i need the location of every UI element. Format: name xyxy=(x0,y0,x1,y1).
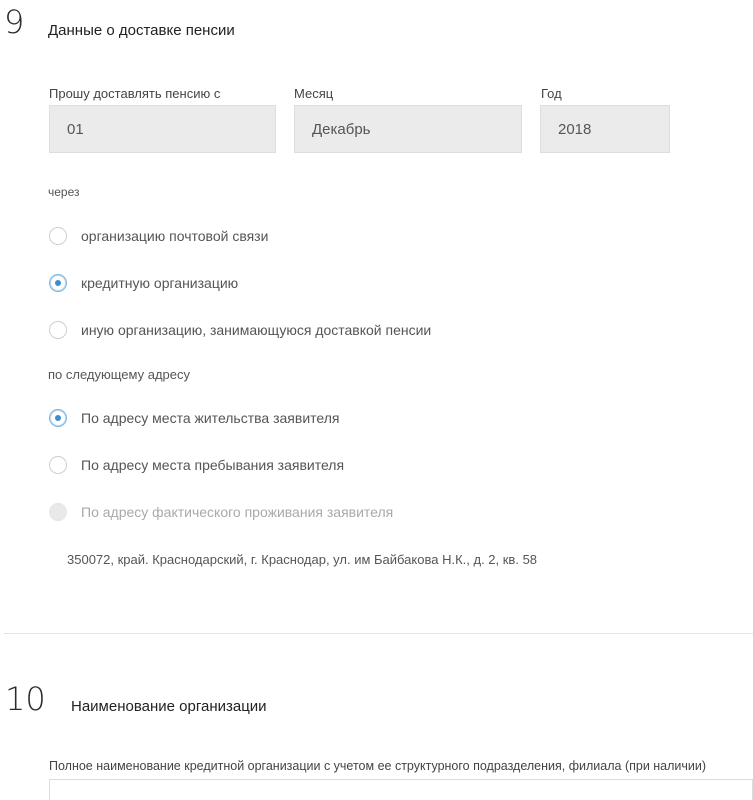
radio-credit[interactable] xyxy=(49,274,67,292)
start-year-field[interactable] xyxy=(540,105,670,153)
radio-stay[interactable] xyxy=(49,456,67,474)
address-option-stay[interactable] xyxy=(49,455,344,475)
address-option-label: По адресу фактического проживания заявителя xyxy=(81,504,394,520)
address-option-actual xyxy=(49,502,393,522)
via-option-credit[interactable] xyxy=(49,273,238,293)
section-10-number: 10 xyxy=(5,680,46,718)
start-month-value: Декабрь xyxy=(312,120,371,138)
address-option-residence[interactable] xyxy=(49,408,339,428)
via-option-other[interactable] xyxy=(49,320,431,340)
radio-post[interactable] xyxy=(49,227,67,245)
start-year-value: 2018 xyxy=(558,120,592,138)
address-option-label: По адресу места жительства заявителя xyxy=(81,410,340,426)
section-9-number: 9 xyxy=(4,3,25,41)
via-option-label: иную организацию, занимающуюся доставкой пенсии xyxy=(81,322,432,338)
via-option-label: кредитную организацию xyxy=(81,275,239,291)
start-month-field[interactable] xyxy=(294,105,522,153)
section-9-title: Данные о доставке пенсии xyxy=(48,22,235,39)
org-name-input[interactable] xyxy=(49,779,753,800)
section-10-title: Наименование организации xyxy=(71,698,267,715)
via-label: через xyxy=(48,185,80,199)
section-divider xyxy=(4,633,753,634)
radio-other[interactable] xyxy=(49,321,67,339)
start-month-label: Месяц xyxy=(294,86,334,101)
via-option-post[interactable] xyxy=(49,226,268,246)
start-day-field[interactable] xyxy=(49,105,276,153)
address-label: по следующему адресу xyxy=(48,367,190,382)
address-option-label: По адресу места пребывания заявителя xyxy=(81,457,345,473)
org-name-label: Полное наименование кредитной организации с учетом ее структурного подразделения, филиала (при наличии) xyxy=(49,759,707,773)
start-year-label: Год xyxy=(541,86,562,101)
radio-actual xyxy=(49,503,67,521)
radio-residence[interactable] xyxy=(49,409,67,427)
start-day-label: Прошу доставлять пенсию с xyxy=(49,86,221,101)
start-day-value: 01 xyxy=(67,120,84,138)
address-value: 350072, край. Краснодарский, г. Краснодар, ул. им Байбакова Н.К., д. 2, кв. 58 xyxy=(67,552,538,567)
via-option-label: организацию почтовой связи xyxy=(81,228,269,244)
